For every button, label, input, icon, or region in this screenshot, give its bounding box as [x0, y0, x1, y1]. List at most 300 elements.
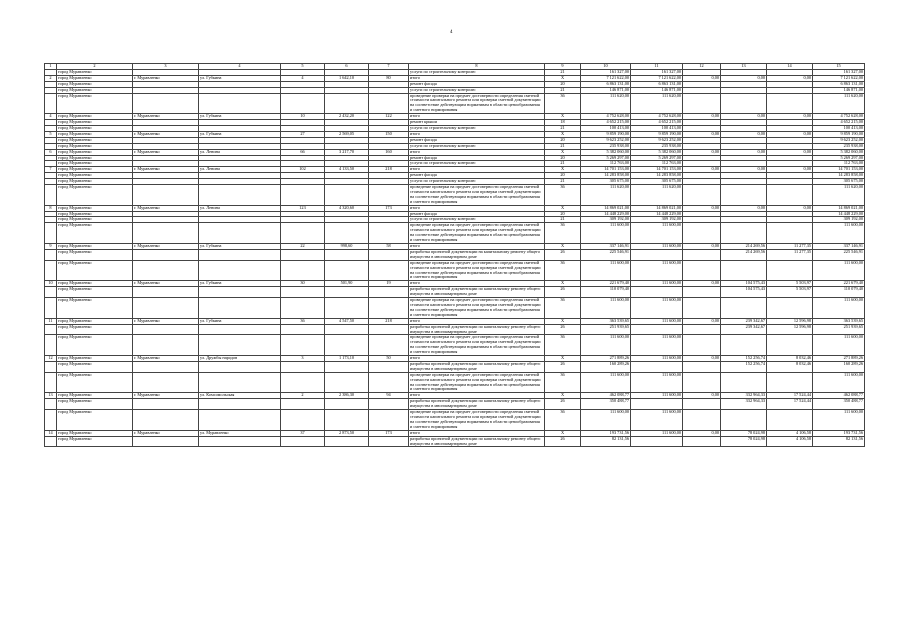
table-row: [45, 249, 865, 260]
table-cell: 10: [281, 114, 325, 120]
table-cell: 112 763,00: [631, 161, 683, 167]
table-cell: город Муравленко: [57, 205, 133, 211]
table-cell: X: [545, 244, 581, 250]
table-cell: [45, 324, 57, 335]
column-number-cell: 4: [199, 64, 281, 70]
table-cell: 0,00: [683, 75, 721, 81]
table-cell: 4 320,60: [325, 205, 369, 211]
table-cell: [281, 223, 325, 244]
table-cell: 218: [369, 318, 409, 324]
table-cell: 2: [281, 393, 325, 399]
table-cell: [281, 324, 325, 335]
table-cell: 111 600,00: [813, 335, 865, 356]
table-cell: город Муравленко: [57, 120, 133, 126]
table-cell: 100 413,00: [813, 125, 865, 131]
table-cell: 26: [545, 324, 581, 335]
table-cell: [683, 185, 721, 206]
table-cell: 235 938,00: [813, 143, 865, 149]
table-cell: [281, 260, 325, 281]
table-cell: 111 620,00: [581, 93, 631, 114]
table-cell: 104 575,43: [721, 287, 767, 298]
table-cell: X: [545, 75, 581, 81]
table-cell: ул. Дружбы народов: [199, 356, 281, 362]
table-cell: 0,00: [721, 149, 767, 155]
table-cell: [325, 410, 369, 431]
table-cell: итого: [409, 149, 545, 155]
table-cell: 214 269,56: [721, 244, 767, 250]
table-cell: [721, 93, 767, 114]
table-cell: [199, 260, 281, 281]
table-cell: 146 871,00: [581, 87, 631, 93]
table-cell: 100 413,00: [581, 125, 631, 131]
table-cell: 27: [281, 131, 325, 137]
table-cell: 363 539,65: [813, 318, 865, 324]
table-cell: 111 600,00: [813, 223, 865, 244]
table-cell: [369, 223, 409, 244]
table-cell: услуги по строительному контролю: [409, 69, 545, 75]
table-cell: [199, 223, 281, 244]
table-cell: разработка проектной документации по капитальному ремонту общего имущества в многоквартирном доме: [409, 287, 545, 298]
table-cell: город Муравленко: [57, 335, 133, 356]
table-cell: [767, 93, 813, 114]
table-cell: 6 863 131,00: [581, 81, 631, 87]
table-cell: 160 289,26: [581, 361, 631, 372]
table-cell: город Муравленко: [57, 223, 133, 244]
table-cell: 14 869 021,00: [581, 205, 631, 211]
table-cell: 111 620,00: [813, 93, 865, 114]
table-cell: [767, 298, 813, 319]
table-cell: 17 524,44: [767, 399, 813, 410]
table-cell: [767, 223, 813, 244]
table-cell: 251 939,65: [581, 324, 631, 335]
table-cell: [199, 372, 281, 393]
table-cell: [45, 335, 57, 356]
table-cell: 26: [545, 287, 581, 298]
table-cell: город Муравленко: [57, 298, 133, 319]
table-cell: 2: [45, 75, 57, 81]
table-cell: 20: [545, 211, 581, 217]
table-cell: 5 382 060,00: [581, 149, 631, 155]
table-cell: 5 269 297,00: [581, 155, 631, 161]
table-cell: 150: [369, 131, 409, 137]
table-cell: 4 652 215,00: [631, 120, 683, 126]
table-cell: г. Муравленко: [133, 167, 199, 173]
table-cell: ул. Губкина: [199, 75, 281, 81]
table-cell: 21: [545, 217, 581, 223]
table-cell: [369, 93, 409, 114]
table-cell: [45, 372, 57, 393]
table-cell: 21: [545, 143, 581, 149]
table-cell: [45, 436, 57, 447]
table-cell: разработка проектной документации по капитальному ремонту общего имущества в многоквартирном доме: [409, 361, 545, 372]
table-cell: [281, 361, 325, 372]
table-cell: [133, 361, 199, 372]
table-cell: 10: [45, 281, 57, 287]
table-cell: 0,00: [683, 244, 721, 250]
table-cell: 4 752 628,00: [581, 114, 631, 120]
table-cell: 111 620,00: [631, 93, 683, 114]
table-cell: г. Муравленко: [133, 131, 199, 137]
table-cell: город Муравленко: [57, 125, 133, 131]
table-cell: 123: [281, 205, 325, 211]
table-cell: 11: [45, 318, 57, 324]
table-cell: город Муравленко: [57, 93, 133, 114]
table-cell: [721, 185, 767, 206]
table-cell: 21: [545, 179, 581, 185]
table-cell: [45, 249, 57, 260]
table-cell: город Муравленко: [57, 436, 133, 447]
table-cell: [721, 335, 767, 356]
table-cell: 0,00: [683, 356, 721, 362]
table-cell: 1 642,10: [325, 75, 369, 81]
table-cell: [133, 436, 199, 447]
table-cell: город Муравленко: [57, 281, 133, 287]
table-row: [45, 410, 865, 431]
table-cell: 173: [369, 430, 409, 436]
table-cell: город Муравленко: [57, 87, 133, 93]
table-cell: [325, 249, 369, 260]
table-cell: 161 327,00: [581, 69, 631, 75]
table-cell: 235 938,00: [581, 143, 631, 149]
table-cell: [281, 185, 325, 206]
table-cell: [133, 249, 199, 260]
table-cell: [199, 93, 281, 114]
table-cell: 4 652 215,00: [813, 120, 865, 126]
table-cell: 80: [369, 75, 409, 81]
table-cell: X: [545, 167, 581, 173]
table-cell: 0,00: [683, 393, 721, 399]
table-cell: 239 342,67: [721, 324, 767, 335]
table-cell: 8 032,46: [767, 356, 813, 362]
table-cell: [369, 249, 409, 260]
table-cell: город Муравленко: [57, 244, 133, 250]
table-cell: 122: [369, 114, 409, 120]
table-row: [45, 260, 865, 281]
table-row: [45, 436, 865, 447]
table-cell: 37: [281, 430, 325, 436]
table-cell: 78 024,98: [721, 436, 767, 447]
table-cell: [683, 287, 721, 298]
table-cell: город Муравленко: [57, 287, 133, 298]
table-cell: 225 546,91: [813, 249, 865, 260]
table-cell: 146 871,00: [813, 87, 865, 93]
table-cell: итого: [409, 281, 545, 287]
table-cell: 0,00: [767, 167, 813, 173]
table-cell: услуги по строительному контролю: [409, 125, 545, 131]
table-cell: итого: [409, 131, 545, 137]
table-cell: город Муравленко: [57, 173, 133, 179]
table-cell: X: [545, 430, 581, 436]
table-cell: 111 620,00: [581, 185, 631, 206]
table-cell: город Муравленко: [57, 356, 133, 362]
table-cell: город Муравленко: [57, 185, 133, 206]
table-cell: 4 547,50: [325, 318, 369, 324]
table-cell: город Муравленко: [57, 217, 133, 223]
table-cell: [369, 410, 409, 431]
table-cell: 14 283 858,00: [813, 173, 865, 179]
table-cell: 2 873,50: [325, 430, 369, 436]
page-number: 4: [450, 30, 453, 35]
table-cell: X: [545, 318, 581, 324]
table-cell: г. Муравленко: [133, 318, 199, 324]
table-cell: [683, 324, 721, 335]
table-cell: 7 121 622,00: [813, 75, 865, 81]
table-cell: город Муравленко: [57, 75, 133, 81]
table-cell: [683, 372, 721, 393]
table-cell: проведение проверки на предмет достоверности определения сметной стоимости капитального ремонта или проверки сметной документации на соответствие действующим нормативам в области ценообразования и сметного нормирования: [409, 260, 545, 281]
table-cell: 4 752 628,00: [631, 114, 683, 120]
table-cell: 94: [369, 393, 409, 399]
table-cell: услуги по строительному контролю: [409, 161, 545, 167]
table-cell: 36: [545, 410, 581, 431]
table-cell: город Муравленко: [57, 260, 133, 281]
table-cell: [325, 324, 369, 335]
table-cell: [369, 324, 409, 335]
table-cell: 21: [545, 69, 581, 75]
table-cell: [45, 93, 57, 114]
table-cell: [369, 372, 409, 393]
table-cell: 0,00: [721, 205, 767, 211]
table-cell: [721, 410, 767, 431]
table-cell: город Муравленко: [57, 149, 133, 155]
table-cell: разработка проектной документации по капитальному ремонту общего имущества в многоквартирном доме: [409, 399, 545, 410]
table-cell: ул. Ленина: [199, 205, 281, 211]
column-number-cell: 3: [133, 64, 199, 70]
table-cell: 235 938,00: [631, 143, 683, 149]
table-cell: услуги по строительному контролю: [409, 143, 545, 149]
table-cell: 111 600,00: [581, 223, 631, 244]
table-cell: 160 289,26: [813, 361, 865, 372]
table-cell: 20: [545, 81, 581, 87]
table-cell: 111 600,00: [581, 335, 631, 356]
table-cell: [325, 93, 369, 114]
table-row: [45, 324, 865, 335]
table-cell: 12 596,98: [767, 318, 813, 324]
table-cell: 111 600,00: [581, 260, 631, 281]
column-number-cell: 6: [325, 64, 369, 70]
table-cell: [281, 399, 325, 410]
table-cell: город Муравленко: [57, 410, 133, 431]
table-cell: ул. Губкина: [199, 114, 281, 120]
table-cell: итого: [409, 393, 545, 399]
table-cell: 14 448 229,00: [581, 211, 631, 217]
table-cell: 36: [545, 260, 581, 281]
table-cell: ремонт крыши: [409, 120, 545, 126]
table-cell: проведение проверки на предмет достоверности определения сметной стоимости капитального ремонта или проверки сметной документации на соответствие действующим нормативам в области ценообразования и сметного нормирования: [409, 93, 545, 114]
table-cell: разработка проектной документации по капитальному ремонту общего имущества в многоквартирном доме: [409, 436, 545, 447]
table-cell: [325, 399, 369, 410]
table-cell: [45, 185, 57, 206]
table-cell: 161 327,00: [813, 69, 865, 75]
table-cell: 0,00: [683, 149, 721, 155]
table-cell: 14 701 153,00: [813, 167, 865, 173]
table-cell: 4 133,50: [325, 167, 369, 173]
table-cell: X: [545, 131, 581, 137]
table-cell: 3 217,70: [325, 149, 369, 155]
table-cell: 12: [45, 356, 57, 362]
table-cell: [45, 287, 57, 298]
table-cell: город Муравленко: [57, 114, 133, 120]
table-cell: [133, 399, 199, 410]
table-cell: проведение проверки на предмет достоверности определения сметной стоимости капитального ремонта или проверки сметной документации на соответствие действующим нормативам в области ценообразования и сметного нормирования: [409, 223, 545, 244]
table-cell: [45, 223, 57, 244]
table-cell: 0,00: [721, 114, 767, 120]
table-cell: [325, 185, 369, 206]
table-cell: 111 600,00: [813, 260, 865, 281]
table-cell: [631, 324, 683, 335]
table-cell: 0,00: [767, 205, 813, 211]
table-cell: 20: [545, 155, 581, 161]
table-cell: 30: [281, 281, 325, 287]
table-cell: [767, 410, 813, 431]
table-cell: [683, 436, 721, 447]
table-cell: 0,00: [767, 149, 813, 155]
table-cell: 58: [369, 244, 409, 250]
table-cell: 111 600,00: [631, 335, 683, 356]
table-cell: 309 192,00: [813, 217, 865, 223]
table-cell: 305 675,00: [813, 179, 865, 185]
table-cell: 5 382 060,00: [631, 149, 683, 155]
table-cell: город Муравленко: [57, 399, 133, 410]
column-number-cell: 9: [545, 64, 581, 70]
table-cell: [281, 335, 325, 356]
table-cell: 3: [281, 356, 325, 362]
table-cell: услуги по строительному контролю: [409, 179, 545, 185]
column-number-cell: 13: [721, 64, 767, 70]
table-cell: ул. Ленина: [199, 149, 281, 155]
table-cell: 82 131,56: [813, 436, 865, 447]
table-cell: [767, 335, 813, 356]
column-number-cell: 5: [281, 64, 325, 70]
table-cell: [199, 287, 281, 298]
table-cell: 0,00: [767, 75, 813, 81]
table-cell: 2 569,05: [325, 131, 369, 137]
table-cell: 4: [45, 114, 57, 120]
table-cell: 7: [45, 167, 57, 173]
table-cell: 36: [281, 318, 325, 324]
table-cell: [133, 324, 199, 335]
table-cell: 111 600,00: [631, 298, 683, 319]
table-cell: 21: [545, 161, 581, 167]
table-cell: услуги по строительному контролю: [409, 87, 545, 93]
table-cell: 4 652 215,00: [581, 120, 631, 126]
table-cell: [767, 260, 813, 281]
table-cell: 7 121 622,00: [631, 75, 683, 81]
table-cell: [369, 298, 409, 319]
table-cell: г. Муравленко: [133, 281, 199, 287]
table-cell: ремонт фасада: [409, 155, 545, 161]
table-cell: 102: [281, 167, 325, 173]
table-cell: г. Муравленко: [133, 430, 199, 436]
table-cell: 214 269,56: [721, 249, 767, 260]
table-cell: [369, 335, 409, 356]
table-cell: 998,60: [325, 244, 369, 250]
table-cell: 9 859 190,00: [813, 131, 865, 137]
table-cell: X: [545, 356, 581, 362]
table-cell: 0,00: [683, 318, 721, 324]
table-cell: 14 283 858,00: [581, 173, 631, 179]
table-cell: 111 600,00: [631, 410, 683, 431]
table-cell: ул. Муравленко: [199, 430, 281, 436]
table-cell: [199, 399, 281, 410]
table-cell: услуги по строительному контролю: [409, 217, 545, 223]
table-cell: город Муравленко: [57, 430, 133, 436]
table-cell: [369, 287, 409, 298]
table-cell: 111 600,00: [813, 410, 865, 431]
table-cell: 251 939,65: [813, 324, 865, 335]
table-cell: 337 146,91: [813, 244, 865, 250]
table-cell: итого: [409, 430, 545, 436]
table-cell: 0,00: [683, 131, 721, 137]
table-cell: 271 889,26: [581, 356, 631, 362]
table-cell: [199, 335, 281, 356]
table-cell: ремонт фасада: [409, 173, 545, 179]
table-row: [45, 287, 865, 298]
table-cell: 111 600,00: [581, 410, 631, 431]
table-cell: [133, 298, 199, 319]
table-cell: разработка проектной документации по капитальному ремонту общего имущества в многоквартирном доме: [409, 324, 545, 335]
table-cell: 9 859 190,00: [581, 131, 631, 137]
table-cell: 111 600,00: [581, 372, 631, 393]
table-row: [45, 223, 865, 244]
table-cell: X: [545, 205, 581, 211]
table-cell: 0,00: [721, 75, 767, 81]
table-cell: 111 600,00: [631, 244, 683, 250]
table-cell: итого: [409, 356, 545, 362]
table-cell: [281, 298, 325, 319]
table-cell: ремонт фасада: [409, 81, 545, 87]
table-cell: 305 675,00: [631, 179, 683, 185]
table-cell: 4 106,58: [767, 430, 813, 436]
table-cell: [325, 372, 369, 393]
table-cell: [325, 335, 369, 356]
table-cell: 14 448 229,00: [631, 211, 683, 217]
table-cell: [721, 260, 767, 281]
table-cell: [281, 372, 325, 393]
table-cell: 111 600,00: [581, 298, 631, 319]
table-cell: 26: [545, 436, 581, 447]
table-cell: 111 620,00: [631, 185, 683, 206]
table-cell: [281, 249, 325, 260]
table-cell: [199, 185, 281, 206]
table-cell: 36: [545, 93, 581, 114]
column-number-cell: 14: [767, 64, 813, 70]
table-cell: 112 763,00: [813, 161, 865, 167]
table-cell: 2 432,20: [325, 114, 369, 120]
table-cell: 221 679,40: [581, 281, 631, 287]
table-cell: 9 623 252,00: [813, 137, 865, 143]
table-cell: г. Муравленко: [133, 114, 199, 120]
table-cell: 6: [45, 149, 57, 155]
table-cell: 193 731,56: [581, 430, 631, 436]
table-cell: [683, 260, 721, 281]
table-cell: 26: [545, 361, 581, 372]
table-cell: 111 600,00: [631, 318, 683, 324]
table-cell: город Муравленко: [57, 155, 133, 161]
table-cell: 36: [545, 298, 581, 319]
table-cell: город Муравленко: [57, 137, 133, 143]
table-cell: X: [545, 149, 581, 155]
table-cell: 501,90: [325, 281, 369, 287]
table-cell: разработка проектной документации на капитальному ремонту общего имущества в многоквартирном доме: [409, 249, 545, 260]
table-cell: город Муравленко: [57, 161, 133, 167]
table-cell: 8 032,46: [767, 361, 813, 372]
table-cell: [683, 223, 721, 244]
table-cell: ремонт фасада: [409, 211, 545, 217]
table-cell: г. Муравленко: [133, 75, 199, 81]
table-cell: 173: [369, 205, 409, 211]
table-cell: 4 106,58: [767, 436, 813, 447]
